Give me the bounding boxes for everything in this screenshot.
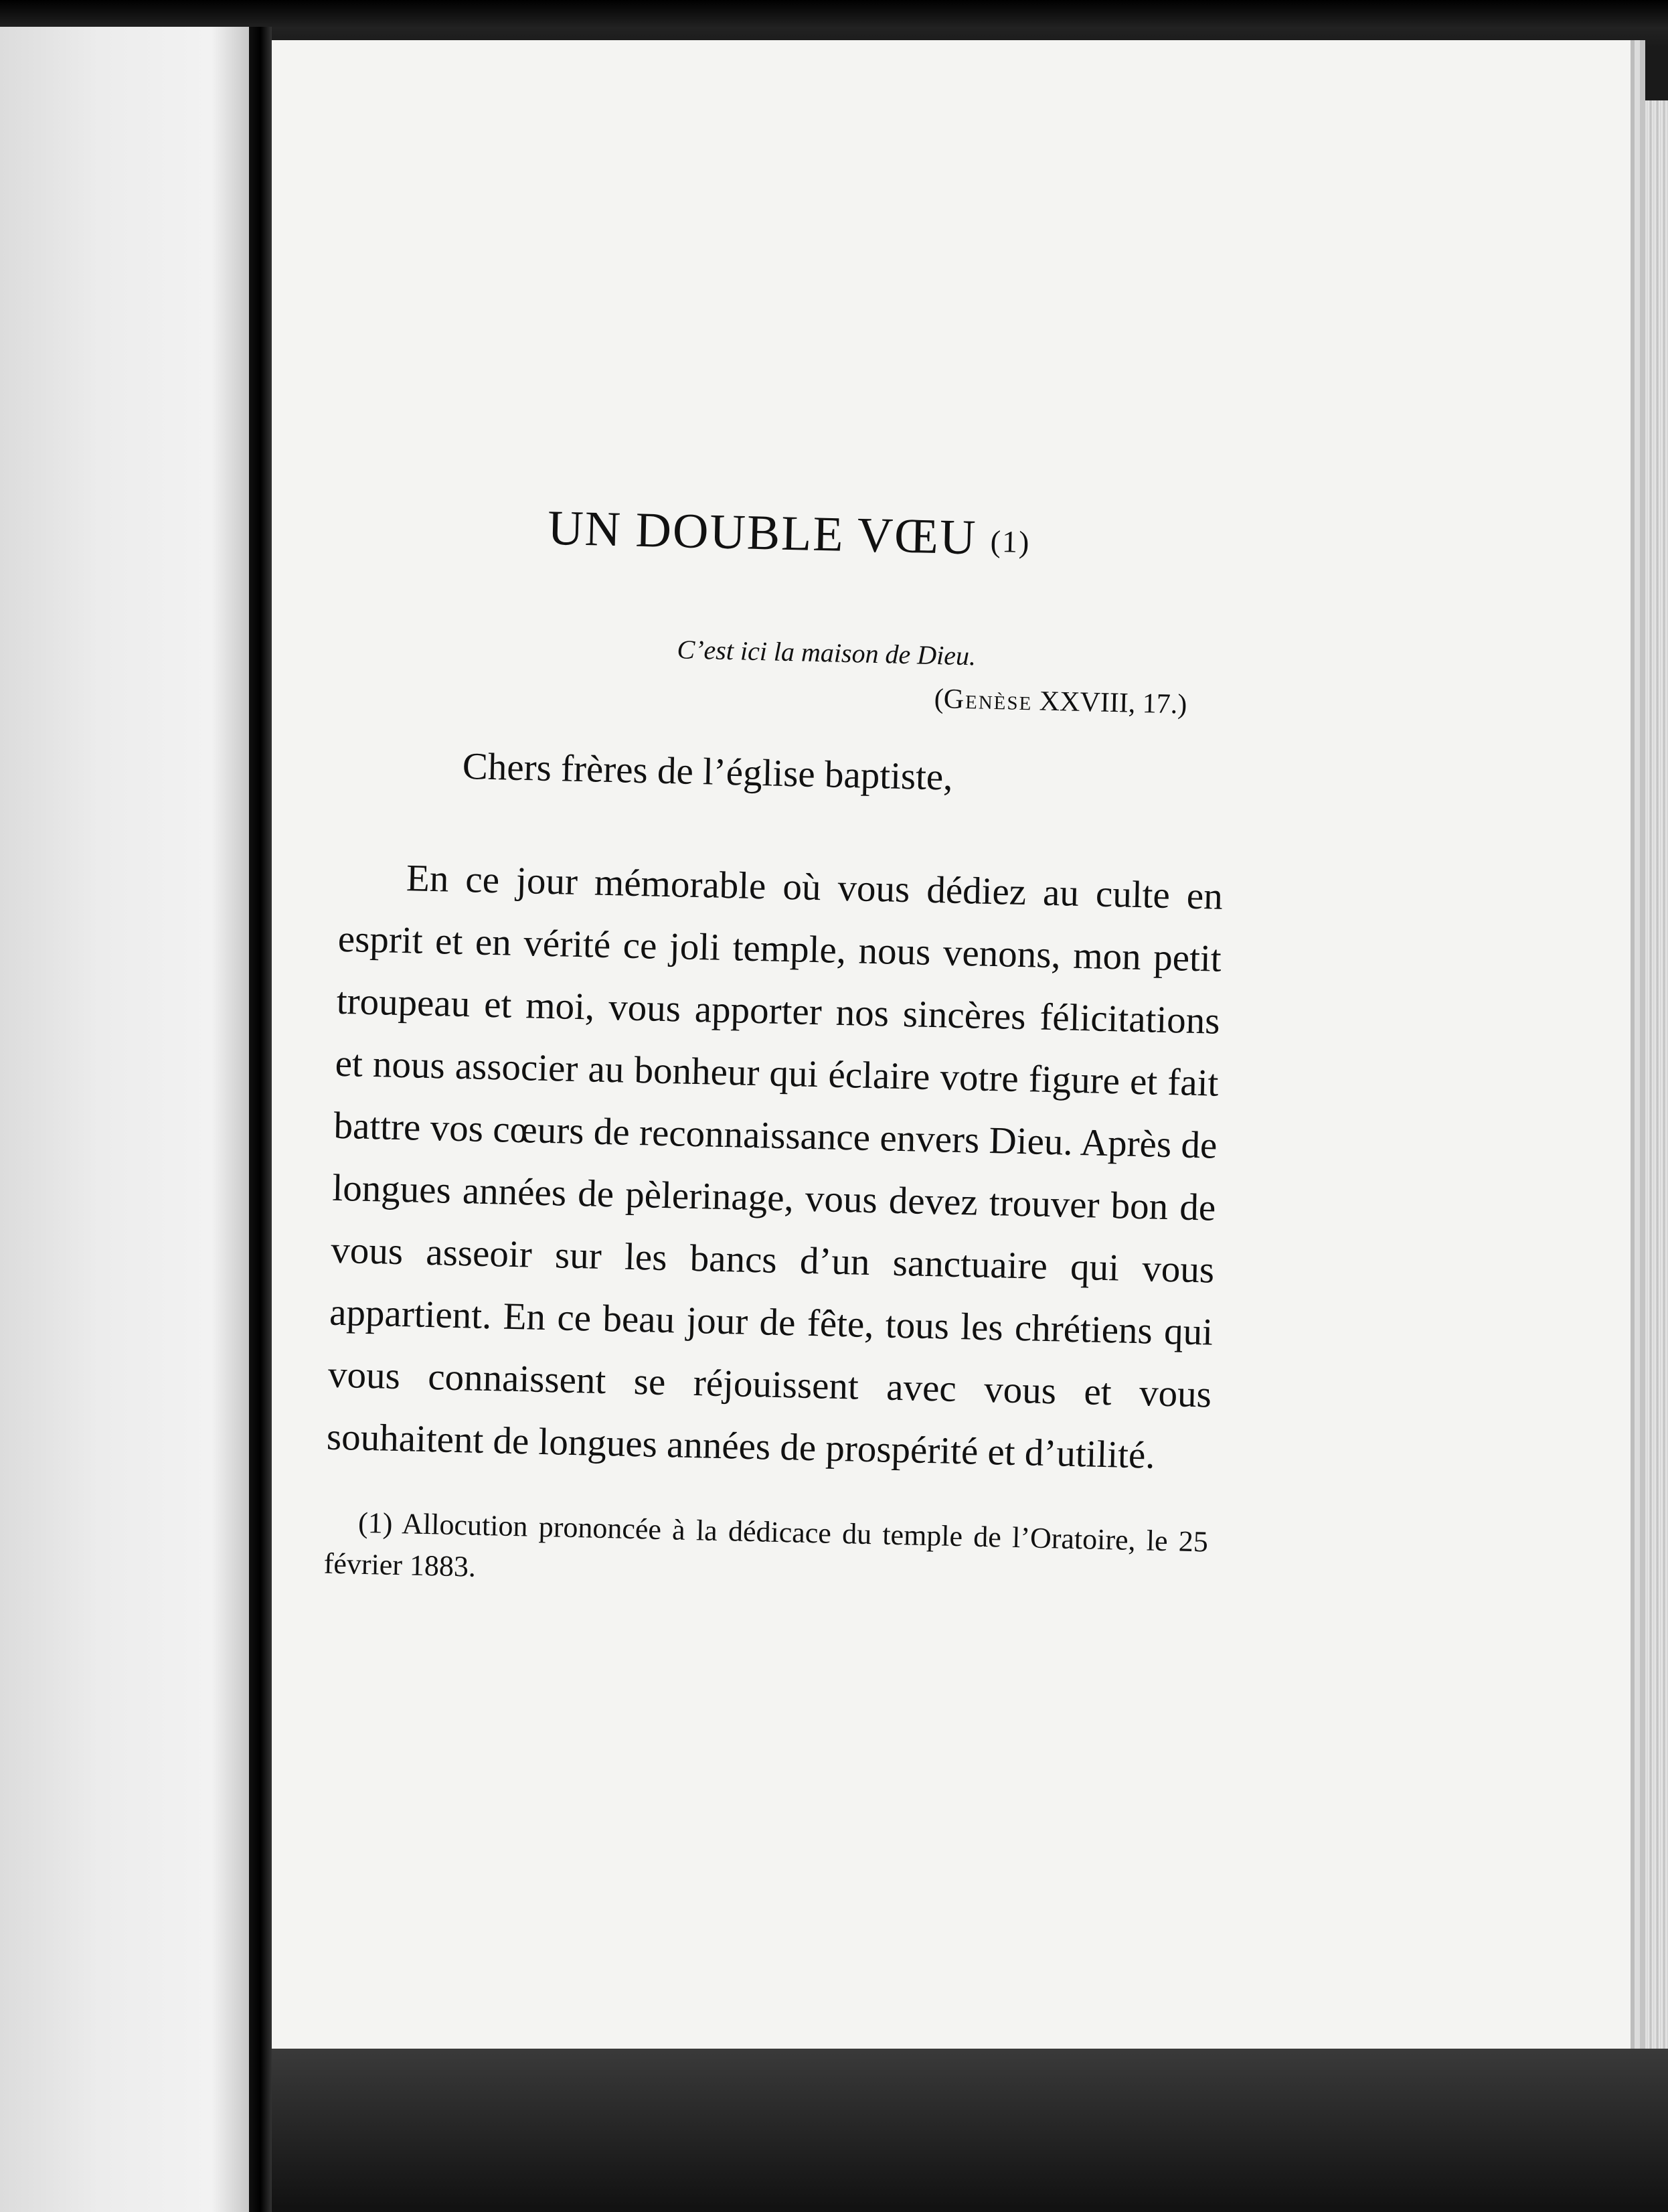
page-content bbox=[323, 495, 1232, 1605]
scan-bottom-shadow bbox=[272, 2049, 1668, 2212]
reference-book: Genèse bbox=[943, 684, 1033, 717]
footnote-marker: (1) bbox=[357, 1506, 394, 1540]
reference-citation: XXVIII, 17. bbox=[1039, 686, 1178, 720]
salutation: Chers frères de l’église baptiste, bbox=[462, 744, 954, 799]
title-text: UN DOUBLE VŒU bbox=[547, 500, 978, 566]
book-spine bbox=[249, 27, 272, 2212]
reference-close: ) bbox=[1177, 689, 1187, 720]
epigraph: C’est ici la maison de Dieu. bbox=[677, 634, 977, 672]
title-footnote-marker: (1) bbox=[990, 524, 1031, 560]
footnote-text: Allocution prononcée à la dédicace du temple de l’Oratoire, le 25 février 1883. bbox=[323, 1507, 1209, 1583]
body-paragraph: En ce jour mémorable où vous dédiez au culte en esprit et en vérité ce joli temple, nous venons, mon petit troupeau et moi, vous apporter nos sincères félicitations et nous associer au bonheur qui éclaire votre figure et fait battre vos cœurs de reconnaissance envers Dieu. Après de longues années de pèlerinage, vous devez trouver bon de vous asseoir sur les bancs d’un sanctuaire qui vous appartient. En ce beau jour de fête, tous les chrétiens qui vous connaissent se réjouissent avec vous et vous souhaitent de longues années de prospérité et d’utilité. bbox=[326, 857, 1224, 1477]
reference-open: ( bbox=[934, 683, 944, 715]
epigraph-reference bbox=[343, 669, 1187, 721]
facing-page bbox=[0, 27, 249, 2212]
